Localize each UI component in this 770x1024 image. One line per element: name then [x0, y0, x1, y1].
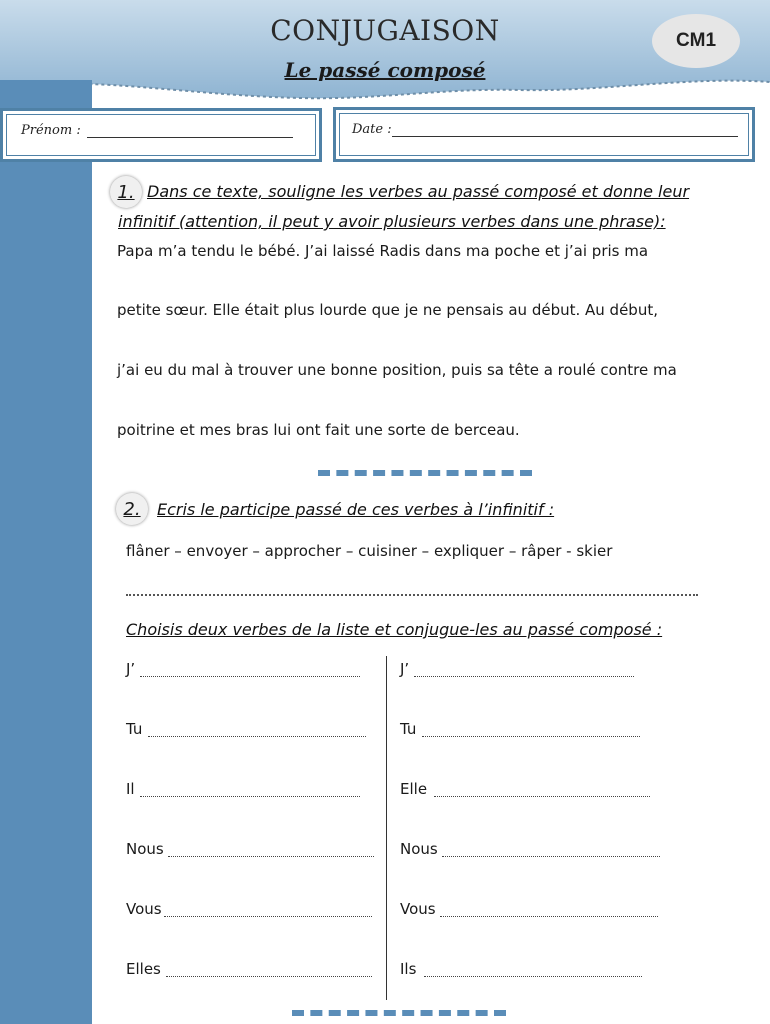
pronoun-right: J’ [400, 660, 410, 678]
answer-line[interactable] [126, 594, 698, 596]
exercise-1-number: 1. [110, 176, 142, 208]
pronoun-right: Vous [400, 900, 436, 918]
answer-line[interactable] [168, 856, 374, 857]
pronoun-left: J’ [126, 660, 136, 678]
exercise-1-instruction-line-2: infinitif (attention, il peut y avoir plusieurs verbes dans une phrase): [118, 212, 666, 231]
sidebar-band [0, 80, 92, 1024]
pronoun-right: Tu [400, 720, 417, 738]
answer-line[interactable] [414, 676, 634, 677]
pronoun-right: Elle [400, 780, 428, 798]
column-divider [386, 656, 387, 1000]
verb-list: flâner – envoyer – approcher – cuisiner – expliquer – râper - skier [126, 542, 613, 560]
answer-line[interactable] [440, 916, 658, 917]
pronoun-left: Nous [126, 840, 164, 858]
section-divider [318, 470, 532, 482]
text-line: j’ai eu du mal à trouver une bonne position, puis sa tête a roulé contre ma [117, 361, 677, 379]
section-divider [292, 1010, 506, 1022]
page-subtitle: Le passé composé [284, 58, 486, 82]
text-line: Papa m’a tendu le bébé. J’ai laissé Radis dans ma poche et j’ai pris ma [117, 242, 649, 260]
date-input-line[interactable] [392, 136, 738, 137]
answer-line[interactable] [424, 976, 642, 977]
pronoun-left: Tu [126, 720, 143, 738]
answer-line[interactable] [148, 736, 366, 737]
answer-line[interactable] [164, 916, 372, 917]
page-title: CONJUGAISON [270, 14, 500, 47]
text-line: petite sœur. Elle était plus lourde que je ne pensais au début. Au début, [117, 301, 658, 319]
answer-line[interactable] [434, 796, 650, 797]
answer-line[interactable] [442, 856, 660, 857]
answer-line[interactable] [140, 796, 360, 797]
answer-line[interactable] [166, 976, 372, 977]
exercise-2-instruction: Ecris le participe passé de ces verbes à l’infinitif : [157, 500, 555, 519]
date-label: Date : [352, 122, 392, 137]
text-line: poitrine et mes bras lui ont fait une sorte de berceau. [117, 421, 520, 439]
pronoun-right: Nous [400, 840, 438, 858]
level-badge: CM1 [652, 14, 740, 68]
exercise-1-instruction-line-1: Dans ce texte, souligne les verbes au passé composé et donne leur [147, 182, 690, 201]
name-field-box[interactable] [0, 108, 322, 162]
name-input-line[interactable] [87, 137, 293, 138]
name-label: Prénom : [21, 123, 81, 138]
pronoun-left: Elles [126, 960, 161, 978]
exercise-2-sub-instruction: Choisis deux verbes de la liste et conjugue-les au passé composé : [126, 620, 663, 639]
exercise-2-number: 2. [116, 493, 148, 525]
pronoun-left: Il [126, 780, 135, 798]
pronoun-right: Ils [400, 960, 417, 978]
pronoun-left: Vous [126, 900, 162, 918]
answer-line[interactable] [140, 676, 360, 677]
answer-line[interactable] [422, 736, 640, 737]
date-field-box[interactable] [333, 107, 755, 162]
